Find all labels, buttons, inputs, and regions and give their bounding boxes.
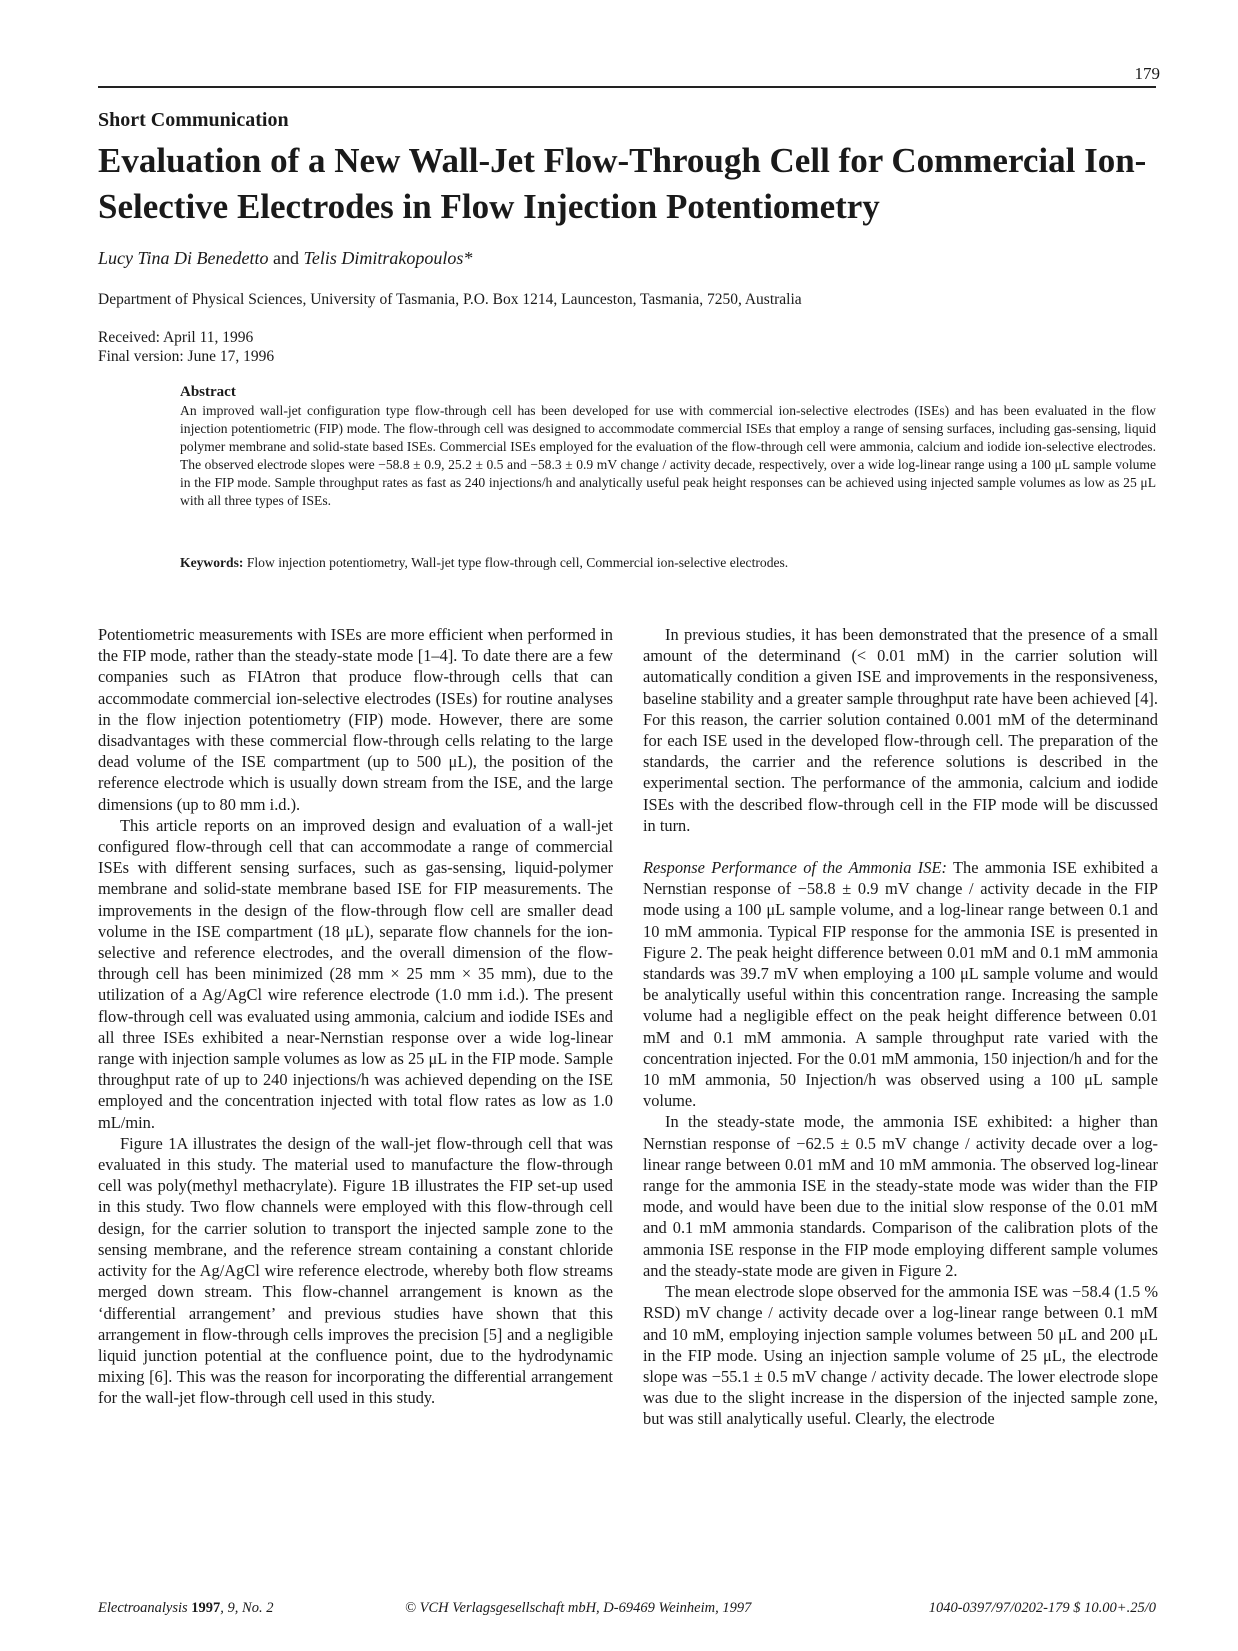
subsection-heading: Response Performance of the Ammonia ISE: bbox=[643, 858, 947, 878]
subsection-text: The ammonia ISE exhibited a Nernstian response of −58.8 ± 0.9 mV change / activity decade in the FIP mode using a 100 μL sample volume, and a log-linear range between 0.1 and 10 mM ammonia. Typical FIP response for the ammonia ISE is presented in Figure 2. The peak height difference between 0.01 mM and 0.1 mM ammonia standards was 39.7 mV when employing a 100 μL sample volume and would be analytically useful within this concentration range. Increasing the sample volume had a negligible effect on the peak height difference between 0.01 mM and 0.1 mM ammonia. A sample throughput rate varied with the concentration injected. For the 0.01 mM ammonia, 150 injection/h and for the 10 mM ammonia, 50 Injection/h was observed using a 100 μL sample volume. bbox=[643, 858, 1158, 1111]
journal-volume: 9 bbox=[227, 1600, 235, 1616]
publication-dates bbox=[98, 328, 274, 366]
body-paragraph: The mean electrode slope observed for the ammonia ISE was −58.4 (1.5 % RSD) mV change / activity decade over a log-linear range between 0.1 mM and 10 mM, employing injection sample volumes between 50 μL and 200 μL in the FIP mode. Using an injection sample volume of 25 μL, the electrode slope was −55.1 ± 0.5 mV change / activity decade. The lower electrode slope was due to the slight increase in the dispersion of the injected sample zone, but was still analytically useful. Clearly, the electrode bbox=[643, 1282, 1158, 1429]
publisher-notice: © VCH Verlagsgesellschaft mbH, D-69469 Weinheim, 1997 bbox=[405, 1600, 752, 1616]
author-line bbox=[98, 248, 472, 269]
article-code: 1040-0397/97/0202-179 $ 10.00+.25/0 bbox=[928, 1600, 1156, 1616]
received-date: Received: April 11, 1996 bbox=[98, 329, 254, 346]
author-conjunction: and bbox=[272, 248, 299, 268]
abstract-heading: Abstract bbox=[180, 384, 236, 400]
page-number: 179 bbox=[1134, 64, 1160, 83]
abstract-text: An improved wall-jet configuration type flow-through cell has been developed for use with commercial ion-selective electrodes (ISEs) and has been evaluated in the flow injection potentiometric (FIP) mode. The flow-through cell was designed to accommodate commercial ISEs that employ a range of sensing surfaces, including gas-sensing, liquid polymer membrane and solid-state based ISEs. Commercial ISEs employed for the evaluation of the flow-through cell were ammonia, calcium and iodide ion-selective electrodes. The observed electrode slopes were −58.8 ± 0.9, 25.2 ± 0.5 and −58.3 ± 0.9 mV change / activity decade, respectively, over a wide log-linear range using a 100 μL sample volume in the FIP mode. Sample throughput rates as fast as 240 injections/h and analytically useful peak height responses can be achieved using injected sample volumes as low as 25 μL with all three types of ISEs. bbox=[180, 403, 1156, 508]
journal-issue: No. 2 bbox=[242, 1600, 274, 1616]
final-version-date: Final version: June 17, 1996 bbox=[98, 348, 275, 365]
journal-year: 1997 bbox=[191, 1600, 221, 1616]
article-title: Evaluation of a New Wall-Jet Flow-Through Cell for Commercial Ion-Selective Electrodes in Flow Injection Potentiometry bbox=[98, 141, 1147, 226]
body-paragraph: In previous studies, it has been demonstrated that the presence of a small amount of the determinand (< 0.01 mM) in the carrier solution will automatically condition a given ISE and improvements in the responsiveness, baseline stability and a greater sample throughput rate have been achieved [4]. For this reason, the carrier solution contained 0.001 mM of the determinand for each ISE used in the developed flow-through cell. The preparation of the standards, the carrier and the reference solutions is described in the experimental section. The performance of the ammonia, calcium and iodide ISEs with the described flow-through cell in the FIP mode will be discussed in turn. bbox=[643, 625, 1158, 835]
author-2: Telis Dimitrakopoulos* bbox=[303, 248, 473, 268]
body-paragraph: Figure 1A illustrates the design of the wall-jet flow-through cell that was evaluated in this study. The material used to manufacture the flow-through cell was poly(methyl methacrylate). Figure 1B illustrates the FIP set-up used in this study. Two flow channels were employed with this flow-through cell design, for the carrier solution to transport the injected sample zone to the sensing membrane, and the reference stream containing a constant chloride activity for the Ag/AgCl wire reference electrode, whereby both flow streams merged down stream. This flow-channel arrangement is known as the ‘differential arrangement’ and previous studies have shown that this arrangement in flow-through cells improves the precision [5] and a negligible liquid junction potential at the confluence point, due to the hydrodynamic mixing [6]. This was the reason for incorporating the differential arrangement for the wall-jet flow-through cell used in this study. bbox=[98, 1133, 613, 1408]
body-paragraph: This article reports on an improved design and evaluation of a wall-jet configured flow-through cell that can accommodate a range of commercial ISEs with different sensing surfaces, such as gas-sensing, liquid-polymer membrane and solid-state membrane based ISE for FIP measurements. The improvements in the design of the flow-through flow cell are smaller dead volume in the ISE compartment (18 μL), separate flow channels for the ion-selective and reference electrodes, and the overall dimension of the flow-through cell has been minimized (28 mm × 25 mm × 35 mm), due to the utilization of a Ag/AgCl wire reference electrode (1.0 mm i.d.). The present flow-through cell was evaluated using ammonia, calcium and iodide ISEs and all three ISEs exhibited a near-Nernstian response over a wide log-linear range with injection sample volumes as low as 25 μL in the FIP mode. Sample throughput rate of up to 240 injections/h was achieved depending on the ISE employed and the concentration injected with total flow rates as low as 1.0 mL/min. bbox=[98, 815, 613, 1132]
author-1: Lucy Tina Di Benedetto bbox=[98, 248, 269, 268]
header-rule bbox=[98, 86, 1156, 88]
keywords bbox=[180, 555, 1156, 571]
affiliation: Department of Physical Sciences, University of Tasmania, P.O. Box 1214, Launceston, Tasmania, 7250, Australia bbox=[98, 291, 802, 308]
body-paragraph-subsection bbox=[643, 857, 1158, 1111]
journal-citation: Electroanalysis 1997, 9, No. 2 bbox=[98, 1600, 274, 1616]
section-label: Short Communication bbox=[98, 109, 289, 131]
body-paragraph: Potentiometric measurements with ISEs are more efficient when performed in the FIP mode, rather than the steady-state mode [1–4]. To date there are a few companies such as FIAtron that produce flow-through cells that can accommodate commercial ion-selective electrodes (ISEs) for routine analyses in the flow injection potentiometry (FIP) mode. However, there are some disadvantages with these commercial flow-through cells relating to the large dead volume of the ISE compartment (up to 500 μL), the position of the reference electrode which is usually down stream from the ISE, and the large dimensions (up to 80 mm i.d.). bbox=[98, 625, 613, 814]
body-column-right bbox=[643, 624, 1158, 1430]
body-column-left bbox=[98, 624, 613, 1409]
journal-name: Electroanalysis bbox=[98, 1600, 188, 1616]
body-paragraph: In the steady-state mode, the ammonia ISE exhibited: a higher than Nernstian response of −62.5 ± 0.5 mV change / activity decade over a log-linear range between 0.01 mM and 10 mM ammonia. The observed log-linear range for the ammonia ISE in the steady-state mode was wider than the FIP mode, and would have been due to the initial slow response of the 0.01 mM and 0.1 mM ammonia standards. Comparison of the calibration plots of the ammonia ISE response in the FIP mode employing different sample volumes and the steady-state mode are given in Figure 2. bbox=[643, 1112, 1158, 1280]
keywords-label: Keywords: bbox=[180, 555, 244, 570]
abstract bbox=[180, 383, 1156, 510]
keywords-text: Flow injection potentiometry, Wall-jet type flow-through cell, Commercial ion-selective electrodes. bbox=[246, 555, 789, 570]
